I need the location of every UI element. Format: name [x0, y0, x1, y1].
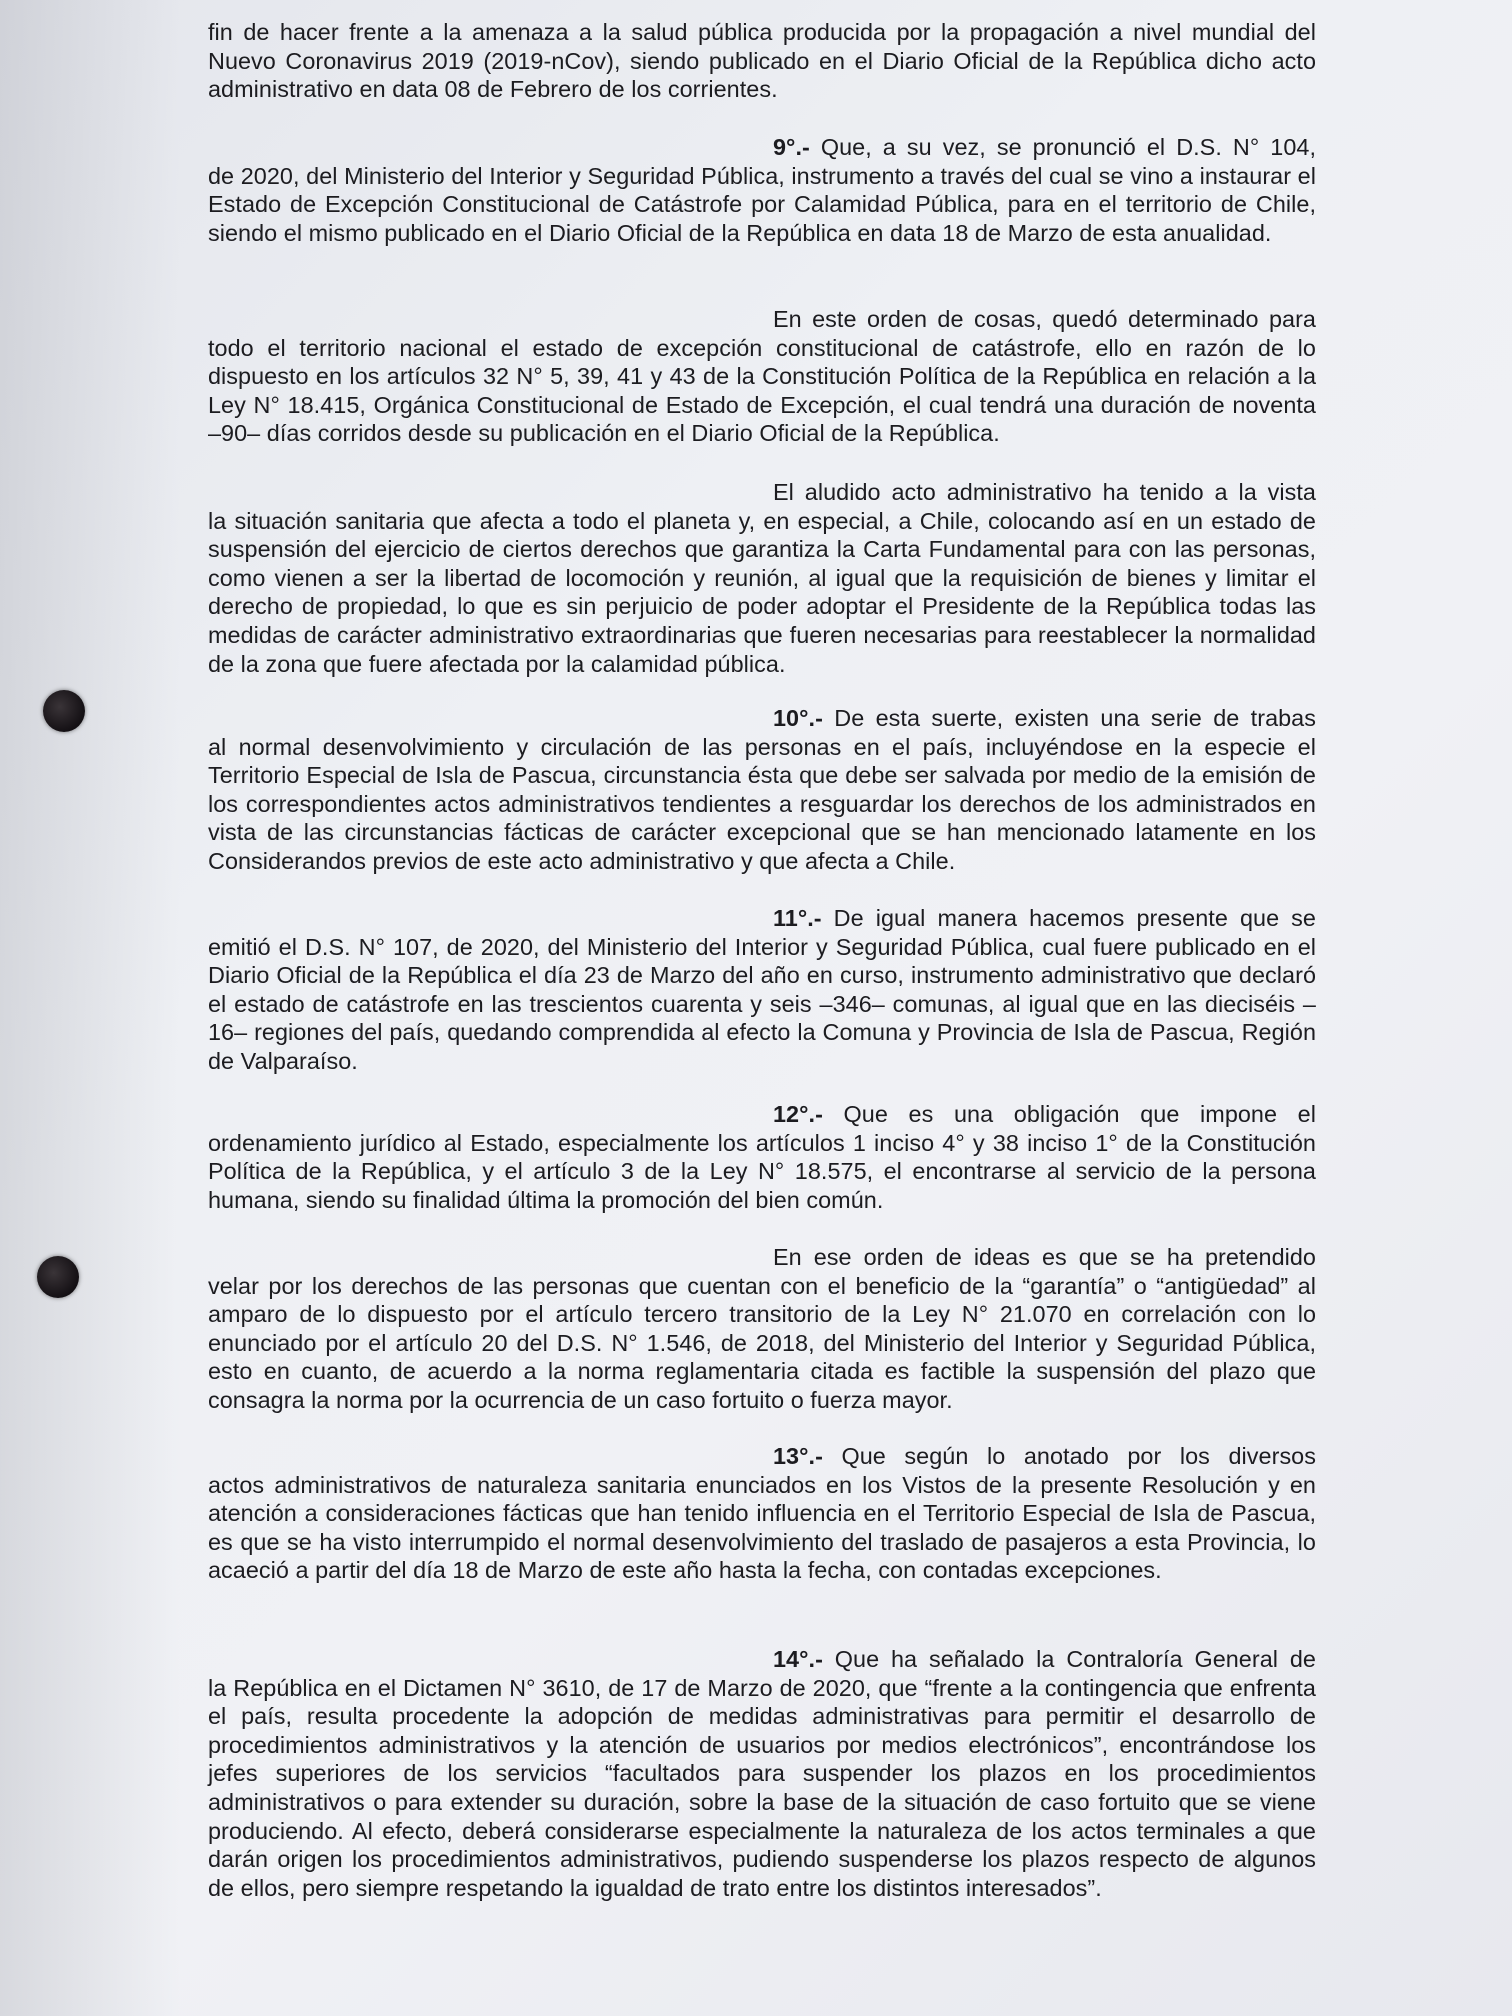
paragraph-number: 12°.- — [773, 1101, 823, 1127]
paragraph-lead: Que ha señalado la Contraloría General de — [822, 1646, 1316, 1672]
paragraph-text: actos administrativos de naturaleza sanitaria enunciados en los Vistos de la presente Resolución y en atención a consideraciones fácticas que han tenido influencia en el Territorio Especial de Isla de Pascua, es que se ha visto interrumpido el normal desenvolvimiento del traslado de pasajeros a esta Provincia, lo acaeció a partir del día 18 de Marzo de este año hasta la fecha, con contadas excepciones. — [208, 1471, 1316, 1584]
paragraph-9 — [208, 133, 1316, 247]
paragraph-lead: Que, a su vez, se pronunció el D.S. N° 104, — [809, 134, 1316, 160]
paragraph-lead: En ese orden de ideas es que se ha pretendido — [773, 1244, 1316, 1270]
paragraph-lead: De esta suerte, existen una serie de trabas — [822, 705, 1316, 731]
paragraph-first-line — [208, 704, 1316, 733]
paragraph-text: la República en el Dictamen N° 3610, de 17 de Marzo de 2020, que “frente a la contingencia que enfrenta el país, resulta procedente la adopción de medidas administrativas para permitir el desarrollo de procedimientos administrativos y la atención de usuarios por medios electrónicos”, encontrándose los jefes superiores de los servicios “facultados para suspender los plazos en los procedimientos administrativos o para extender su duración, sobre la base de la situación de caso fortuito que se viene produciendo. Al efecto, deberá considerarse especialmente la naturaleza de los actos terminales a que darán origen los procedimientos administrativos, pudiendo suspenderse los plazos respecto de algunos de ellos, pero siempre respetando la igualdad de trato entre los distintos interesados”. — [208, 1674, 1316, 1901]
paragraph-text: la situación sanitaria que afecta a todo el planeta y, en especial, a Chile, colocando así en un estado de suspensión del ejercicio de ciertos derechos que garantiza la Carta Fundamental para con las personas, como vienen a ser la libertad de locomoción y reunión, al igual que la requisición de bienes y limitar el derecho de propiedad, lo que es sin perjuicio de poder adoptar el Presidente de la República todas las medidas de carácter administrativo extraordinarias que fueren necesarias para reestablecer la normalidad de la zona que fuere afectada por la calamidad pública. — [208, 507, 1316, 677]
paragraph-first-line — [208, 1442, 1316, 1471]
paragraph-lead: Que según lo anotado por los diversos — [822, 1443, 1316, 1469]
paragraph-text: velar por los derechos de las personas que cuentan con el beneficio de la “garantía” o “antigüedad” al amparo de lo dispuesto por el artículo tercero transitorio de la Ley N° 21.070 en correlación con lo enunciado por el artículo 20 del D.S. N° 1.546, de 2018, del Ministerio del Interior y Seguridad Pública, esto en cuanto, de acuerdo a la norma reglamentaria citada es factible la suspensión del plazo que consagra la norma por la ocurrencia de un caso fortuito o fuerza mayor. — [208, 1272, 1316, 1413]
paragraph-number: 11°.- — [773, 905, 822, 931]
paragraph-first-line — [208, 478, 1316, 507]
paragraph-10 — [208, 704, 1316, 876]
paragraph-12b — [208, 1243, 1316, 1415]
paragraph-11 — [208, 904, 1316, 1076]
paragraph-first-line — [208, 305, 1316, 334]
paragraph-number: 14°.- — [773, 1646, 823, 1672]
paragraph-lead: En este orden de cosas, quedó determinado para — [773, 306, 1316, 332]
paragraph-first-line — [208, 133, 1316, 162]
paragraph-lead: De igual manera hacemos presente que se — [821, 905, 1316, 931]
paragraph-text: fin de hacer frente a la amenaza a la salud pública producida por la propagación a nivel mundial del Nuevo Coronavirus 2019 (2019-nCov), siendo publicado en el Diario Oficial de la República dicho acto administrativo en data 08 de Febrero de los corrientes. — [208, 19, 1316, 103]
paragraph-text: emitió el D.S. N° 107, de 2020, del Ministerio del Interior y Seguridad Pública, cual fuere publicado en el Diario Oficial de la República el día 23 de Marzo del año en curso, instrumento administrativo que declaró el estado de catástrofe en las trescientos cuarenta y seis –346– comunas, al igual que en las dieciséis –16– regiones del país, quedando comprendida al efecto la Comuna y Provincia de Isla de Pascua, Región de Valparaíso. — [208, 933, 1316, 1074]
paragraph-text: todo el territorio nacional el estado de excepción constitucional de catástrofe, ello en razón de lo dispuesto en los artículos 32 N° 5, 39, 41 y 43 de la Constitución Política de la República en relación a la Ley N° 18.415, Orgánica Constitucional de Estado de Excepción, el cual tendrá una duración de noventa –90– días corridos desde su publicación en el Diario Oficial de la República. — [208, 334, 1316, 447]
punch-hole-icon — [37, 1256, 79, 1298]
paragraph-text: de 2020, del Ministerio del Interior y Seguridad Pública, instrumento a través del cual se vino a instaurar el Estado de Excepción Constitucional de Catástrofe por Calamidad Pública, para en el territorio de Chile, siendo el mismo publicado en el Diario Oficial de la República en data 18 de Marzo de esta anualidad. — [208, 162, 1316, 246]
paragraph-number: 9°.- — [773, 134, 810, 160]
paragraph-text: al normal desenvolvimiento y circulación de las personas en el país, incluyéndose en la especie el Territorio Especial de Isla de Pascua, circunstancia ésta que debe ser salvada por medio de la emisión de los correspondientes actos administrativos tendientes a resguardar los derechos de los administrados en vista de las circunstancias fácticas de carácter excepcional que se han mencionado latamente en los Considerandos previos de este acto administrativo y que afecta a Chile. — [208, 733, 1316, 874]
paragraph-13 — [208, 1442, 1316, 1585]
paragraph-first-line — [208, 1243, 1316, 1272]
paragraph-first-line — [208, 1645, 1316, 1674]
paragraph-lead: Que es una obligación que impone el — [822, 1101, 1316, 1127]
paragraph-9b — [208, 305, 1316, 448]
paragraph-14 — [208, 1645, 1316, 1902]
paragraph-continuation — [208, 18, 1316, 104]
paragraph-12 — [208, 1100, 1316, 1214]
paragraph-first-line — [208, 904, 1316, 933]
page-shadow — [0, 0, 180, 2016]
paragraph-first-line — [208, 1100, 1316, 1129]
punch-hole-icon — [43, 690, 85, 732]
paragraph-lead: El aludido acto administrativo ha tenido a la vista — [773, 479, 1316, 505]
paragraph-9c — [208, 478, 1316, 678]
paragraph-text: ordenamiento jurídico al Estado, especialmente los artículos 1 inciso 4° y 38 inciso 1° de la Constitución Política de la República, y el artículo 3 de la Ley N° 18.575, el encontrarse al servicio de la persona humana, siendo su finalidad última la promoción del bien común. — [208, 1129, 1316, 1213]
paragraph-number: 10°.- — [773, 705, 823, 731]
paragraph-number: 13°.- — [773, 1443, 823, 1469]
